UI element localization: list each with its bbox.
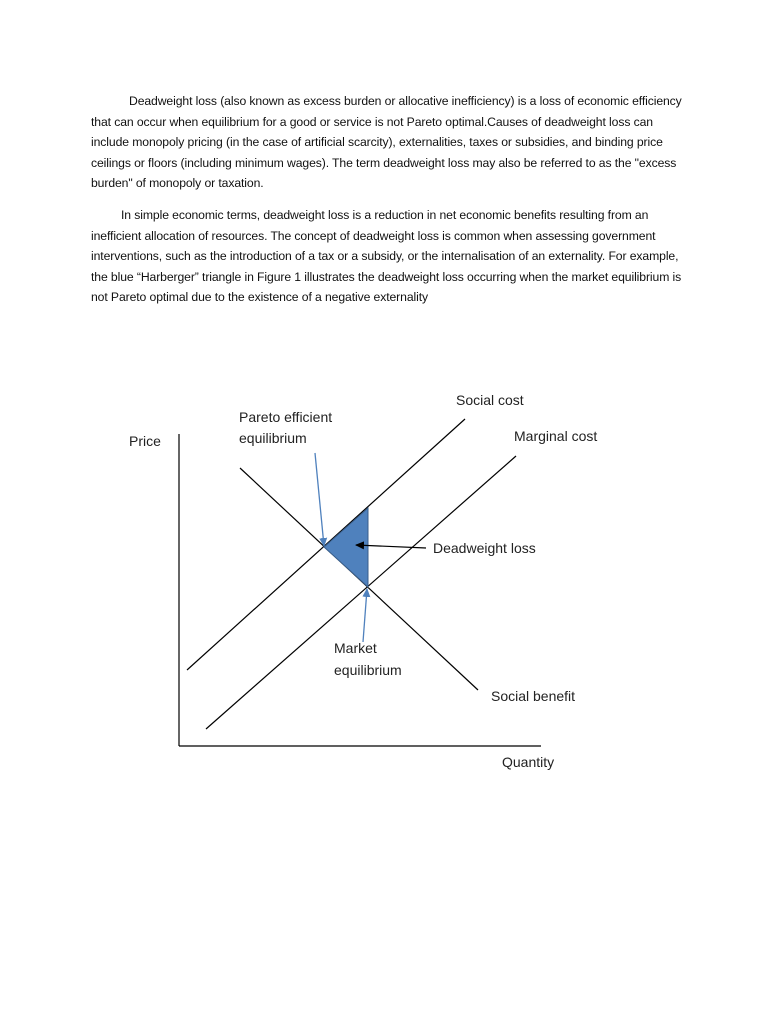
market-annotation-line2: equilibrium — [334, 662, 402, 678]
paragraph-economic-terms: In simple economic terms, deadweight loss is a reduction in net economic benefits resulting from an inefficient allocation of resources. The concept of deadweight loss is common when assessing government interventions, such as the introduction of a tax or a subsidy, or the internalisation of an externality. For example, the blue “Harberger” triangle in Figure 1 illustrates the deadweight loss occurring when the market equilibrium is not Pareto optimal due to the existence of a negative externality — [91, 208, 682, 305]
deadweight-loss-triangle — [324, 508, 368, 587]
market-annotation-line1: Market — [334, 640, 377, 656]
paragraph-intro: Deadweight loss (also known as excess burden or allocative inefficiency) is a loss of economic efficiency that can occur when equilibrium for a good or service is not Pareto optimal.Causes of deadweight loss can include monopoly pricing (in the case of artificial scarcity), externalities, taxes or subsidies, and binding price ceilings or floors (including minimum wages). The term deadweight loss may also be referred to as the "excess burden" of monopoly or taxation. — [91, 94, 682, 191]
deadweight-loss-diagram — [0, 360, 768, 790]
pareto-annotation-line2: equilibrium — [239, 430, 307, 446]
pareto-pointer-arrow — [315, 453, 324, 546]
pareto-annotation-line1: Pareto efficient — [239, 409, 333, 425]
y-axis-label: Price — [129, 433, 161, 449]
marginal-cost-label: Marginal cost — [514, 428, 598, 444]
social-benefit-label: Social benefit — [491, 688, 576, 704]
social-cost-curve — [187, 419, 465, 670]
deadweight-loss-label: Deadweight loss — [433, 540, 536, 556]
x-axis-label: Quantity — [502, 754, 555, 770]
marginal-cost-curve — [206, 456, 516, 729]
social-cost-label: Social cost — [456, 392, 524, 408]
market-pointer-arrow — [363, 589, 367, 642]
deadweight-loss-figure — [0, 360, 768, 790]
